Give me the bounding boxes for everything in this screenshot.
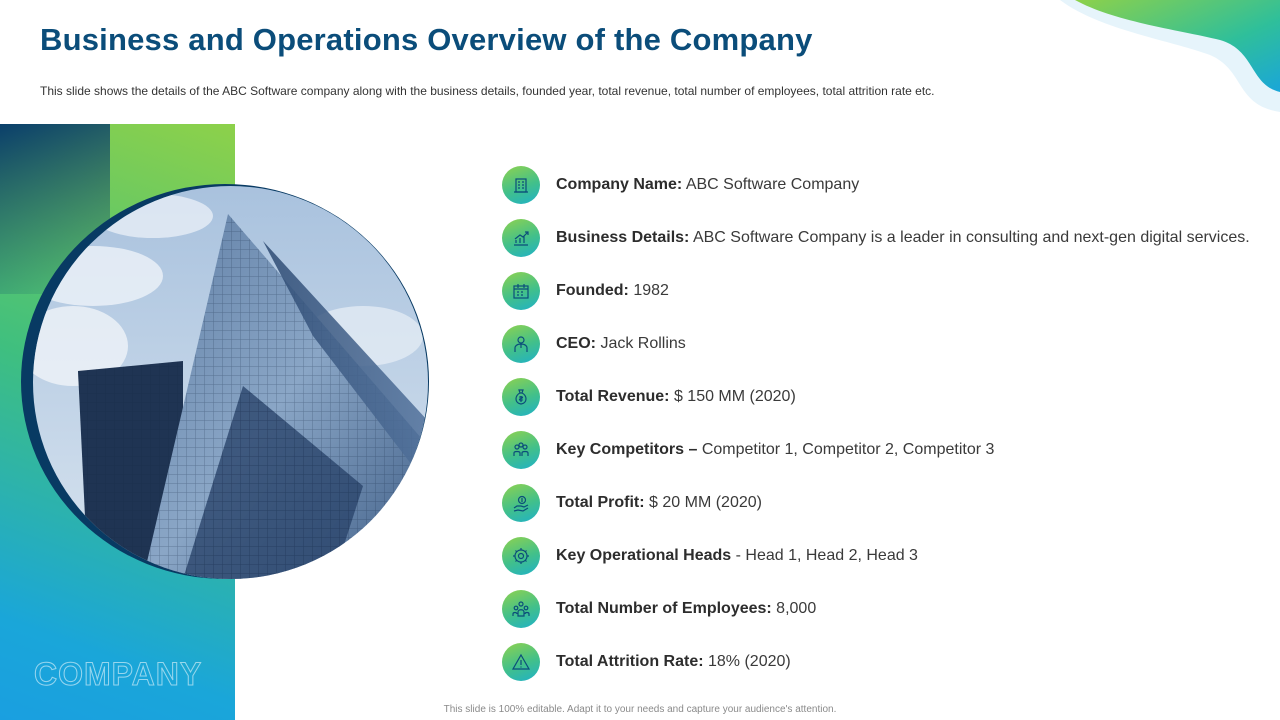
detail-value: 8,000 bbox=[771, 600, 817, 617]
detail-label: Company Name: bbox=[556, 176, 683, 193]
detail-value: Jack Rollins bbox=[596, 335, 686, 352]
detail-value: - Head 1, Head 2, Head 3 bbox=[731, 547, 918, 564]
detail-value: ABC Software Company is a leader in consulting and next-gen digital services. bbox=[689, 229, 1250, 246]
detail-value: ABC Software Company bbox=[682, 176, 860, 193]
detail-ceo bbox=[502, 325, 1272, 365]
detail-total-profit bbox=[502, 484, 1272, 524]
detail-business-details bbox=[502, 219, 1272, 259]
detail-total-revenue bbox=[502, 378, 1272, 418]
building-icon bbox=[502, 166, 540, 204]
calendar-icon bbox=[502, 272, 540, 310]
gear-icon bbox=[502, 537, 540, 575]
warning-icon bbox=[502, 643, 540, 681]
people-group-icon bbox=[502, 431, 540, 469]
detail-label: Key Competitors – bbox=[556, 441, 698, 458]
detail-label: Total Profit: bbox=[556, 494, 645, 511]
detail-founded bbox=[502, 272, 1272, 312]
page-title: Business and Operations Overview of the Company bbox=[40, 22, 813, 57]
detail-value: 1982 bbox=[628, 282, 669, 299]
money-bag-icon bbox=[502, 378, 540, 416]
team-icon bbox=[502, 590, 540, 628]
detail-label: Key Operational Heads bbox=[556, 547, 732, 564]
detail-key-competitors bbox=[502, 431, 1272, 471]
detail-label: Total Revenue: bbox=[556, 388, 670, 405]
detail-total-attrition-rate bbox=[502, 643, 1272, 683]
detail-value: $ 20 MM (2020) bbox=[644, 494, 762, 511]
company-watermark: COMPANY bbox=[34, 656, 203, 692]
detail-value: Competitor 1, Competitor 2, Competitor 3 bbox=[697, 441, 995, 458]
detail-label: CEO: bbox=[556, 335, 596, 352]
profit-hand-icon bbox=[502, 484, 540, 522]
detail-label: Business Details: bbox=[556, 229, 690, 246]
detail-label: Total Attrition Rate: bbox=[556, 653, 704, 670]
detail-total-employees bbox=[502, 590, 1272, 630]
detail-value: $ 150 MM (2020) bbox=[669, 388, 796, 405]
growth-chart-icon bbox=[502, 219, 540, 257]
detail-value: 18% (2020) bbox=[703, 653, 791, 670]
detail-company-name bbox=[502, 166, 1272, 206]
corner-wave-decoration bbox=[1060, 0, 1280, 115]
detail-key-operational-heads bbox=[502, 537, 1272, 577]
footer-note: This slide is 100% editable. Adapt it to your needs and capture your audience's attention. bbox=[443, 704, 837, 715]
person-icon bbox=[502, 325, 540, 363]
detail-label: Founded: bbox=[556, 282, 629, 299]
detail-label: Total Number of Employees: bbox=[556, 600, 772, 617]
office-building-photo bbox=[33, 186, 428, 579]
page-subtitle: This slide shows the details of the ABC Software company along with the business details, founded year, total revenue, total number of employees, total attrition rate etc. bbox=[40, 84, 935, 98]
